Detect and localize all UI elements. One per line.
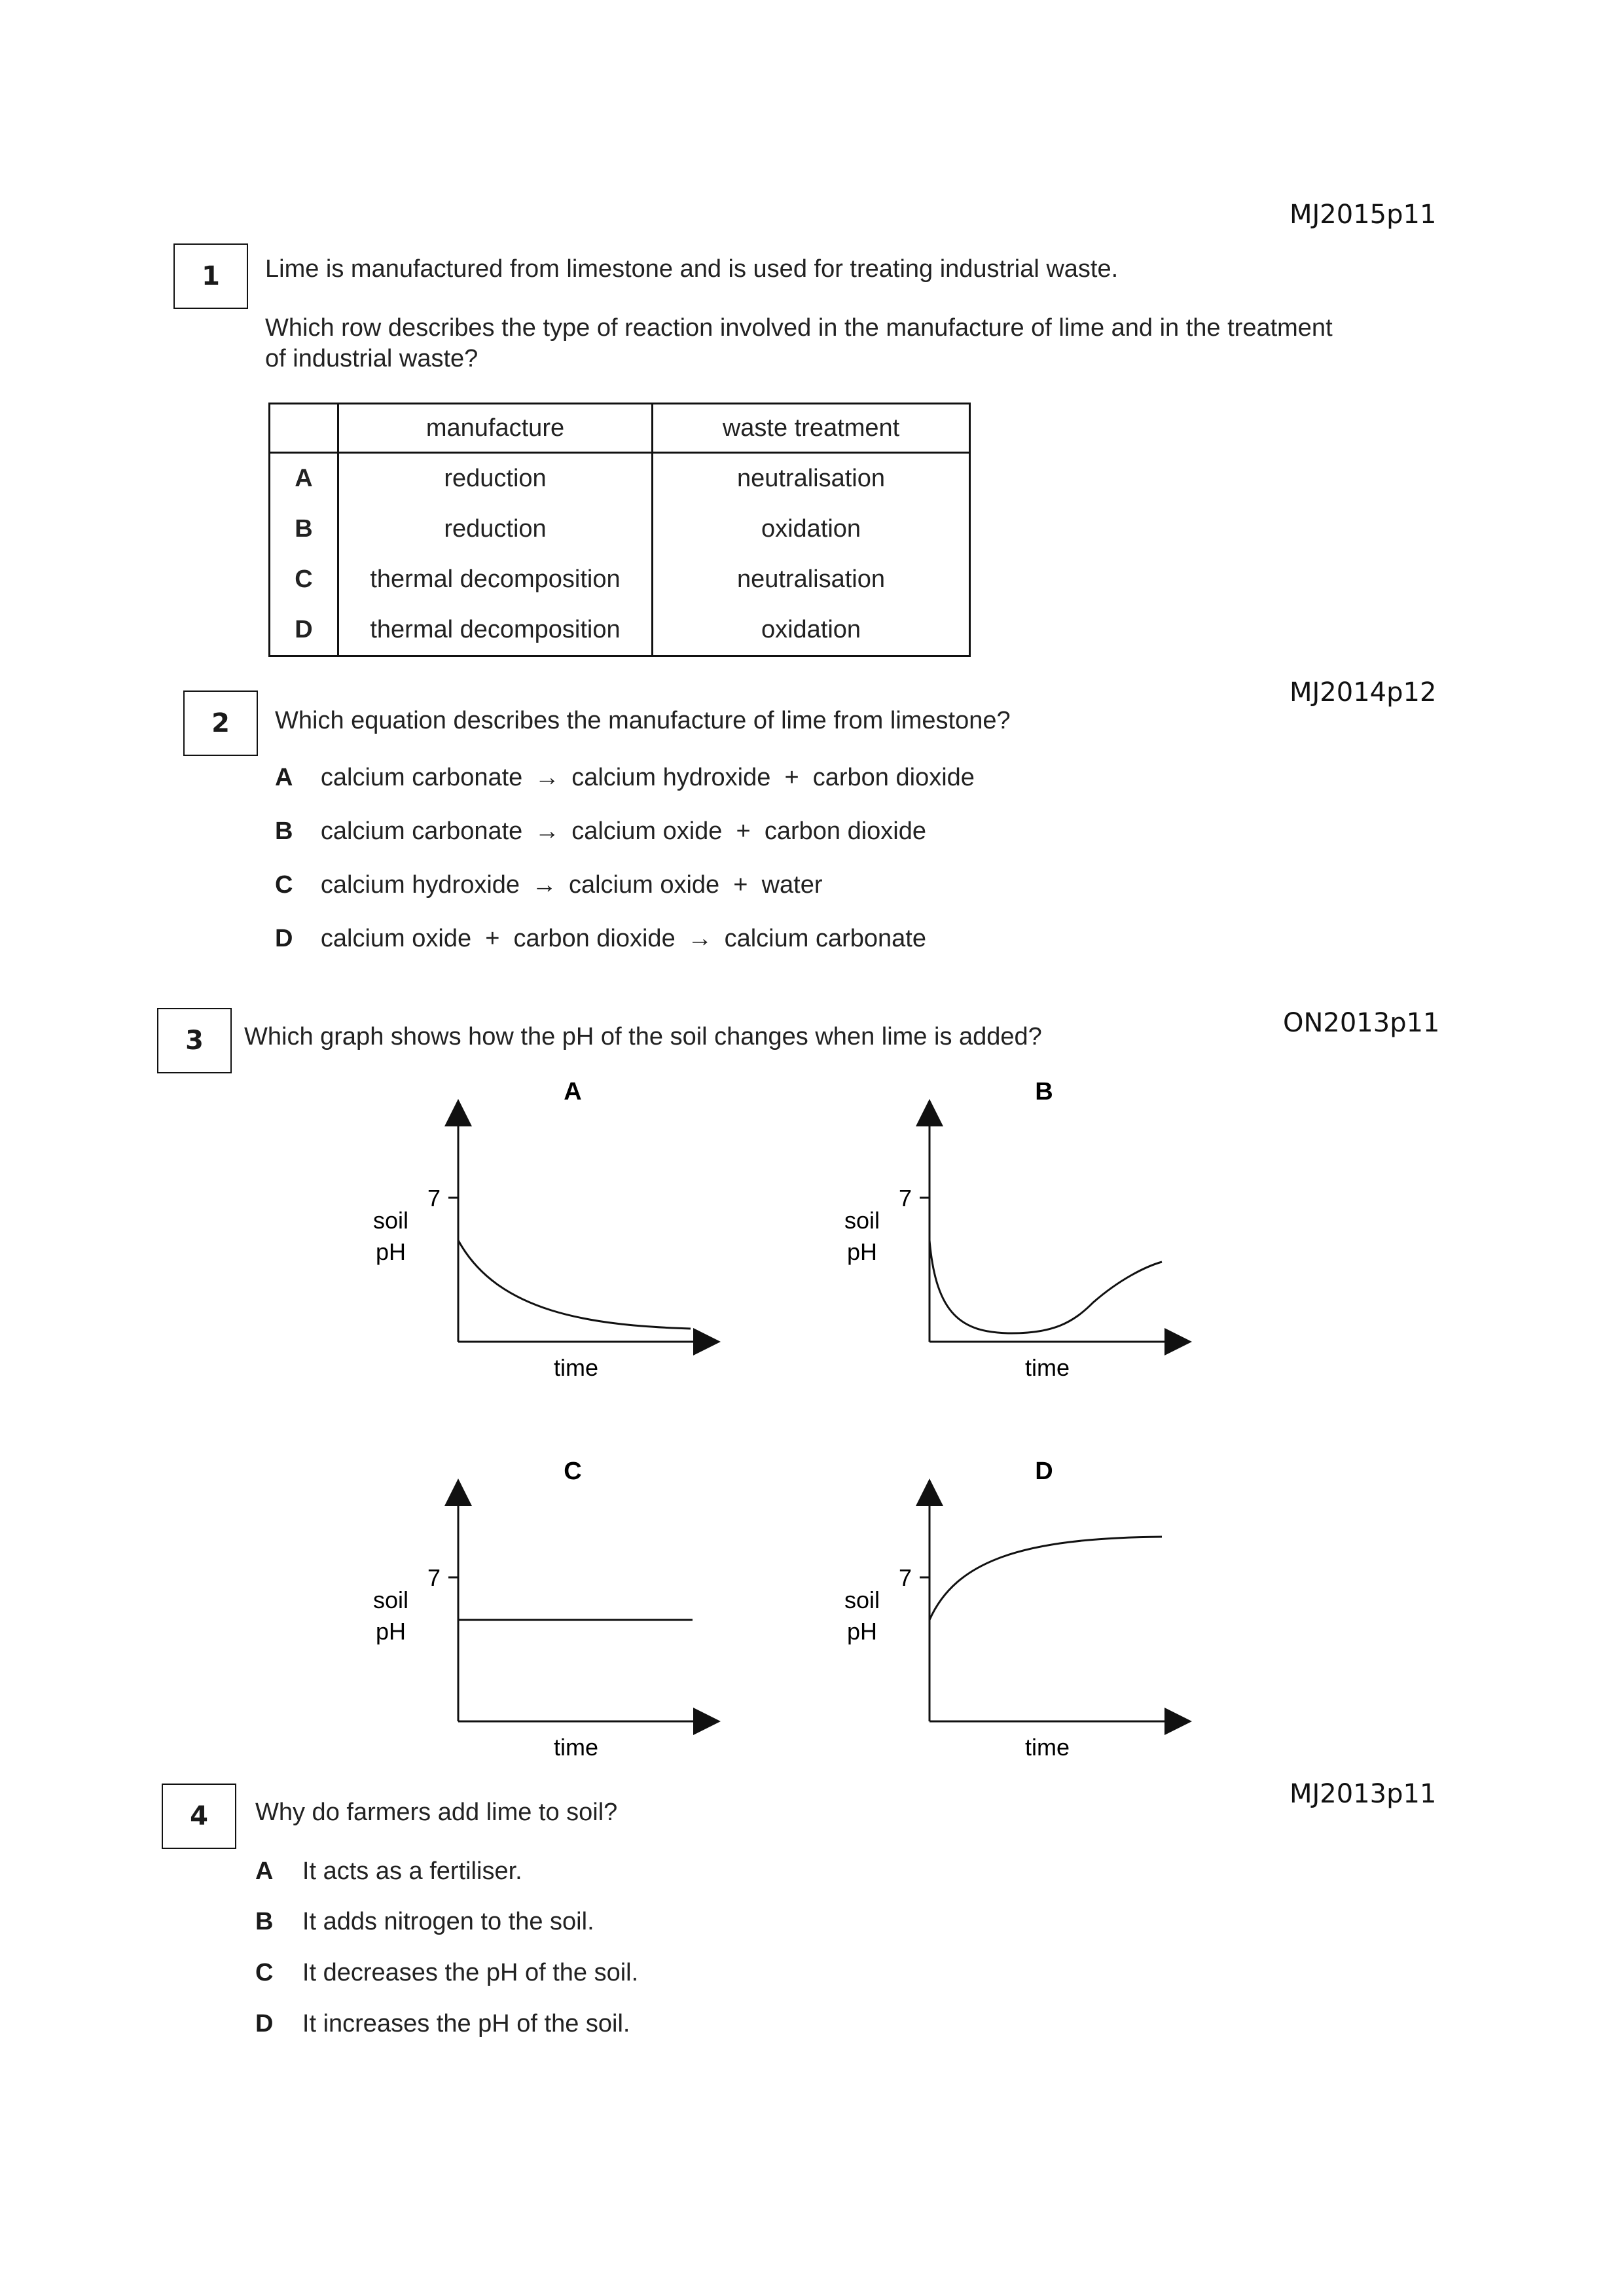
option-right: calcium oxide + carbon dioxide <box>571 817 926 845</box>
y-label-ph: pH <box>375 1618 406 1645</box>
q3-number-box: 3 <box>157 1008 232 1073</box>
tick-label: 7 <box>898 1564 912 1591</box>
q4-option-b <box>255 1908 594 1936</box>
row-manufacture: reduction <box>338 453 653 505</box>
y-label-soil: soil <box>844 1207 880 1234</box>
x-label-time: time <box>553 1734 599 1761</box>
y-label-soil: soil <box>844 1587 880 1613</box>
y-label-ph: pH <box>846 1618 878 1645</box>
option-letter: B <box>275 817 293 845</box>
arrow-icon: → <box>687 925 713 952</box>
option-letter: A <box>275 764 293 791</box>
curve-increasing <box>929 1537 1162 1620</box>
tick-label: 7 <box>898 1185 912 1211</box>
row-letter: C <box>295 565 313 593</box>
q3-stem: Which graph shows how the pH of the soil changes when lime is added? <box>244 1023 1042 1050</box>
q4-ref: MJ2013p11 <box>1290 1779 1437 1809</box>
graph-letter: B <box>1035 1078 1053 1105</box>
option-text: It adds nitrogen to the soil. <box>302 1908 594 1935</box>
curve-dip-rise <box>929 1240 1162 1333</box>
option-letter: C <box>275 871 293 899</box>
row-waste: oxidation <box>653 504 970 554</box>
option-left: calcium carbonate <box>320 817 523 845</box>
arrow-icon: → <box>532 871 557 899</box>
table-header-waste-treatment: waste treatment <box>653 404 970 453</box>
arrow-icon: → <box>534 764 560 791</box>
graph-a <box>373 1078 707 1381</box>
option-letter: D <box>255 2010 274 2037</box>
graph-b <box>844 1078 1178 1381</box>
row-manufacture: thermal decomposition <box>338 605 653 656</box>
q4-stem: Why do farmers add lime to soil? <box>255 1799 618 1826</box>
row-manufacture: reduction <box>338 504 653 554</box>
q1-stem-line2: of industrial waste? <box>265 345 478 372</box>
row-waste: neutralisation <box>653 554 970 605</box>
option-text: It decreases the pH of the soil. <box>302 1959 639 1986</box>
row-letter: B <box>295 515 313 543</box>
row-waste: neutralisation <box>653 453 970 505</box>
y-label-soil: soil <box>372 1207 409 1234</box>
q1-intro: Lime is manufactured from limestone and is used for treating industrial waste. <box>265 255 1119 283</box>
q2-number-box: 2 <box>183 691 258 756</box>
q4-option-c <box>255 1959 638 1987</box>
q4-number-box: 4 <box>162 1784 236 1849</box>
q1-number-box: 1 <box>173 243 248 309</box>
option-left: calcium oxide + carbon dioxide <box>320 925 676 952</box>
option-letter: B <box>255 1908 274 1935</box>
option-text: It increases the pH of the soil. <box>302 2010 630 2037</box>
q1-ref: MJ2015p11 <box>1290 200 1437 230</box>
option-letter: D <box>275 925 293 952</box>
q2-stem: Which equation describes the manufacture of lime from limestone? <box>275 707 1011 734</box>
row-letter: D <box>295 616 313 643</box>
y-label-soil: soil <box>372 1587 409 1613</box>
y-label-ph: pH <box>846 1238 878 1265</box>
graph-c <box>373 1458 707 1761</box>
graph-letter: A <box>564 1078 582 1105</box>
x-label-time: time <box>1024 1734 1070 1761</box>
tick-label: 7 <box>427 1564 441 1591</box>
option-text: It acts as a fertiliser. <box>302 1857 522 1885</box>
q2-ref: MJ2014p12 <box>1290 677 1437 708</box>
option-left: calcium hydroxide <box>320 871 520 899</box>
table-header-manufacture: manufacture <box>338 404 653 453</box>
arrow-icon: → <box>534 817 560 845</box>
y-label-ph: pH <box>375 1238 406 1265</box>
row-waste: oxidation <box>653 605 970 656</box>
option-left: calcium carbonate <box>320 764 523 791</box>
row-manufacture: thermal decomposition <box>338 554 653 605</box>
option-letter: A <box>255 1857 274 1885</box>
curve-decreasing <box>458 1240 691 1329</box>
row-letter: A <box>295 465 313 492</box>
q1-stem-line1: Which row describes the type of reaction involved in the manufacture of lime and in the treatment <box>265 314 1333 342</box>
graph-d <box>844 1458 1178 1761</box>
option-right: calcium oxide + water <box>568 871 823 899</box>
graph-letter: D <box>1035 1458 1053 1485</box>
q4-option-a <box>255 1857 522 1886</box>
graph-letter: C <box>564 1458 582 1485</box>
q3-ref: ON2013p11 <box>1283 1008 1440 1038</box>
tick-label: 7 <box>427 1185 441 1211</box>
option-letter: C <box>255 1959 274 1986</box>
x-label-time: time <box>553 1354 599 1381</box>
option-right: calcium hydroxide + carbon dioxide <box>571 764 975 791</box>
q4-option-d <box>255 2010 630 2038</box>
x-label-time: time <box>1024 1354 1070 1381</box>
option-right: calcium carbonate <box>724 925 926 952</box>
